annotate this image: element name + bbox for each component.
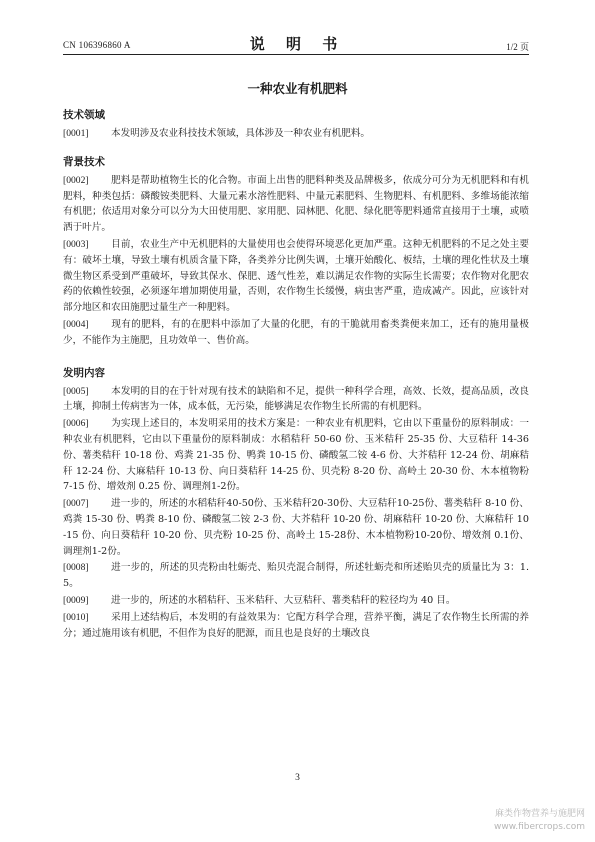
paragraph-text: 目前，农业生产中无机肥料的大量使用也会使得环境恶化更加严重。这种无机肥料的不足之处主要有：破坏土壤，导致土壤有机质含量下降，各类养分比例失调，土壤开始酸化、板结，土壤的理化性状及土壤微生物区系受到严重破坏，导致其保水、保肥、透气性差，难以满足农作物的实际生长需要；农作物对化肥农药的依赖性较强，必须逐年增加期使用量，否则，农作物生长缓慢，病虫害严重，造成减产。因此，应该针对部分地区和农田施肥过量生产一种肥料。 — [63, 238, 529, 314]
paragraph-text: 进一步的，所述的水稻秸秆40-50份、玉米秸秆20-30份、大豆秸秆10-25份、薯类秸秆 8-10 份、鸡粪 15-30 份、鸭粪 8-10 份、磷酸氢二铵 2-3 份、大芥秸秆 10-20 份、胡麻秸秆 10-20 份、大麻秸秆 10-15 份、向日葵秸秆 10-20 份、贝壳粉 10-25 份、高岭土 15-28份、木本植物粉10-20份、增效剂 0.1份、调理剂1-2份。 — [63, 498, 529, 557]
document-title: 一种农业有机肥料 — [247, 81, 348, 96]
section-heading: 背景技术 — [63, 155, 105, 168]
paragraph — [63, 237, 529, 316]
paragraph-number: [0004] — [63, 318, 89, 330]
paragraph-text: 本发明涉及农业科技技术领域，具体涉及一种农业有机肥料。 — [111, 128, 371, 139]
page-number: 3 — [295, 773, 300, 783]
paragraph-number: [0010] — [63, 611, 89, 623]
paragraph-number: [0008] — [63, 562, 89, 574]
paragraph-text: 现有的肥料，有的在肥料中添加了大量的化肥，有的干脆就用畜类粪便来加工，还有的施用量极少，不能作为主施肥，且功效单一、售价高。 — [63, 318, 529, 346]
paragraph-number: [0005] — [63, 385, 89, 397]
paragraph — [63, 560, 529, 592]
header-divider — [63, 54, 529, 55]
paragraph — [63, 610, 529, 642]
paragraph-number: [0002] — [63, 174, 89, 186]
paragraph-number: [0001] — [63, 128, 89, 139]
patent-number: CN 106396860 A — [63, 40, 131, 50]
paragraph-text: 本发明的目的在于针对现有技术的缺陷和不足，提供一种科学合理，高效、长效，提高品质，改良土壤，抑制土传病害为一体，成本低，无污染，能够满足农作物生长所需的有机肥料。 — [63, 385, 529, 413]
paragraph-text: 采用上述结构后，本发明的有益效果为：它配方科学合理，营养平衡，满足了农作物生长所需的养分；通过施用该有机肥，不但作为良好的肥源，而且也是良好的土壤改良 — [63, 611, 529, 639]
paragraph-number: [0009] — [63, 594, 89, 606]
paragraph — [63, 317, 529, 349]
page-header — [0, 0, 595, 60]
paragraph-number: [0003] — [63, 238, 89, 250]
paragraph-text: 进一步的，所述的贝壳粉由牡蛎壳、贻贝壳混合制得，所述牡蛎壳和所述贻贝壳的质量比为 3：1.5。 — [63, 562, 529, 590]
paragraph — [63, 384, 529, 416]
paragraph — [63, 416, 529, 495]
watermark — [494, 808, 585, 834]
watermark-site-name: 麻类作物营养与施肥网 — [494, 809, 585, 819]
page-indicator: 1/2 页 — [506, 42, 529, 52]
paragraph-text: 肥料是帮助植物生长的化合物。市面上出售的肥料种类及品牌极多，依成分可分为无机肥料和有机肥料，种类包括：磷酸铵类肥料、大量元素水溶性肥料、中量元素肥料、生物肥料、有机肥料、多维场能浓缩有机肥；依适用对象分可以分为大田使用肥、家用肥、园林肥、化肥、绿化肥等肥料通常直接用于土壤，或喷洒于叶片。 — [63, 174, 529, 234]
document-type: 说 明 书 — [249, 35, 346, 53]
section-invention-content — [63, 366, 529, 642]
paragraph-number: [0007] — [63, 498, 89, 510]
paragraph — [63, 126, 529, 142]
paragraph — [63, 496, 529, 559]
paragraph-text: 进一步的，所述的水稻秸秆、玉米秸秆、大豆秸秆、薯类秸秆的粒径均为 40 目。 — [111, 594, 456, 606]
paragraph-number: [0006] — [63, 418, 89, 430]
spacer — [63, 143, 529, 155]
paragraph — [63, 173, 529, 236]
document-body — [63, 108, 529, 642]
section-technical-field — [63, 108, 529, 142]
watermark-url: www.fibercrops.com — [494, 822, 585, 832]
section-heading: 技术领域 — [63, 109, 105, 121]
section-background — [63, 155, 529, 349]
section-heading: 发明内容 — [63, 366, 105, 379]
spacer — [63, 350, 529, 366]
paragraph — [63, 593, 529, 609]
paragraph-text: 为实现上述目的，本发明采用的技术方案是：一种农业有机肥料，它由以下重量份的原料制成：一种农业有机肥料，它由以下重量份的原料制成：水稻秸秆 50-60 份、玉米秸秆 25-35 份、大豆秸秆 14-36 份、薯类秸秆 10-18 份、鸡粪 21-35 份、鸭粪 10-15 份、磷酸氢二铵 4-6 份、大芥秸秆 12-24 份、胡麻秸秆 12-24 份、大麻秸秆 10-13 份、向日葵秸秆 14-25 份、贝壳粉 8-20 份、高岭土 20-30 份、木本植物粉 7-15 份、增效剂 0.25 份、调理剂1-2份。 — [63, 418, 529, 493]
